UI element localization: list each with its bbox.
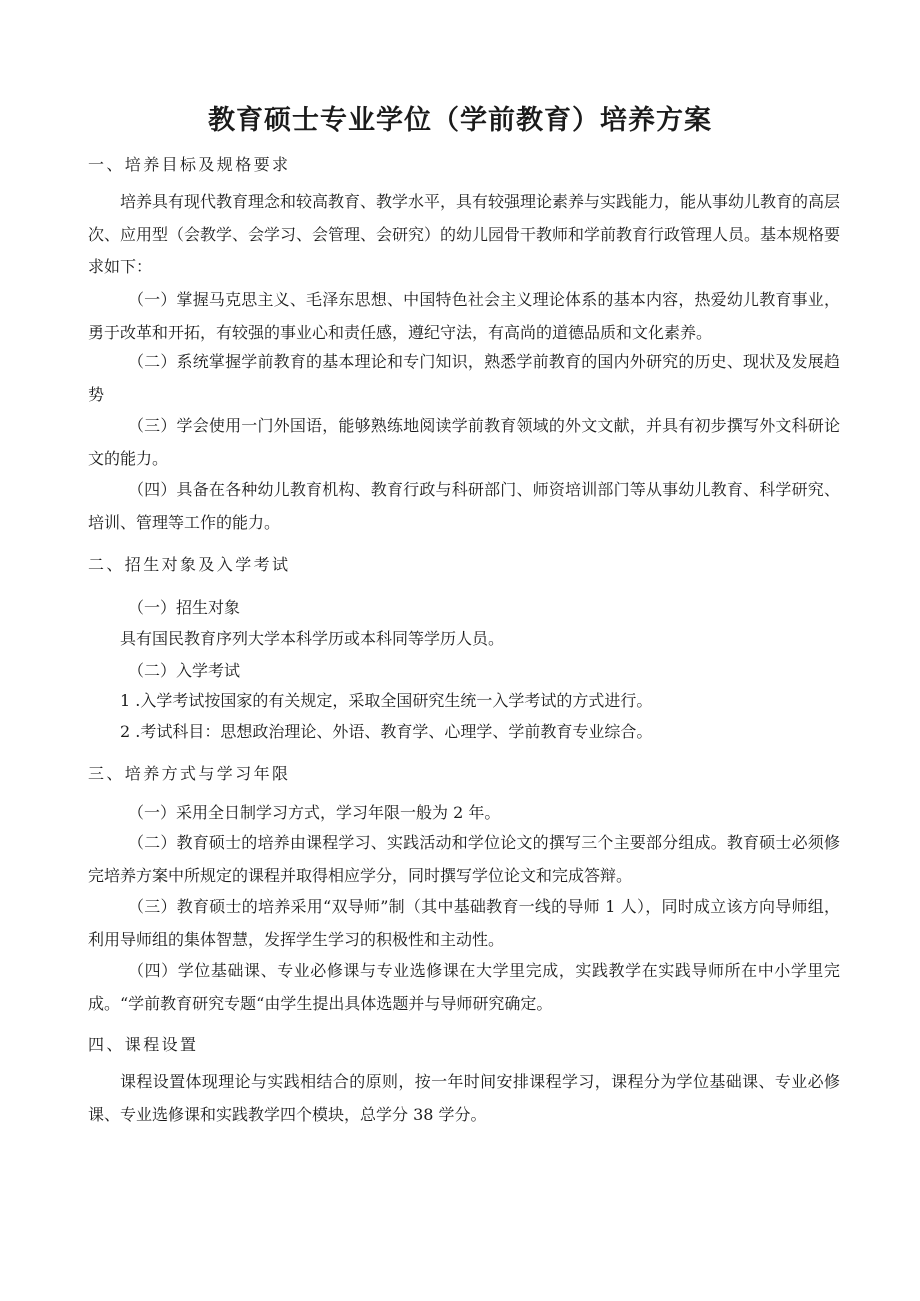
document-title: 教育硕士专业学位（学前教育）培养方案 <box>208 105 712 136</box>
section2-item-2: 2 .考试科目：思想政治理论、外语、教育学、心理学、学前教育专业综合。 <box>120 722 653 741</box>
section3-heading: 三、培养方式与学习年限 <box>88 764 291 783</box>
section1-heading: 一、培养目标及规格要求 <box>88 155 291 174</box>
section3-item-4: （四）学位基础课、专业必修课与专业选修课在大学里完成，实践教学在实践导师所在中小学里完成。“学前教育研究专题“由学生提出具体选题并与导师研究确定。 <box>88 961 840 1013</box>
section1-item-4: （四）具备在各种幼儿教育机构、教育行政与科研部门、师资培训部门等从事幼儿教育、科学研究、培训、管理等工作的能力。 <box>88 480 840 532</box>
section3-item-3: （三）教育硕士的培养采用“双导师”制（其中基础教育一线的导师 1 人），同时成立该方向导师组，利用导师组的集体智慧，发挥学生学习的积极性和主动性。 <box>88 897 840 949</box>
section2-sub1: （一）招生对象 <box>128 598 241 617</box>
section2-item-1: 1 .入学考试按国家的有关规定，采取全国研究生统一入学考试的方式进行。 <box>120 691 653 710</box>
section3-item-1: （一）采用全日制学习方式，学习年限一般为 2 年。 <box>128 803 501 822</box>
section4-heading: 四、课程设置 <box>88 1035 199 1054</box>
section1-intro: 培养具有现代教育理念和较高教育、教学水平，具有较强理论素养与实践能力，能从事幼儿教育的高层次、应用型（会教学、会学习、会管理、会研究）的幼儿园骨干教师和学前教育行政管理人员。基本规格要求如下： <box>88 192 841 276</box>
section2-sub1-text: 具有国民教育序列大学本科学历或本科同等学历人员。 <box>120 629 505 648</box>
section2-heading: 二、招生对象及入学考试 <box>88 555 291 574</box>
section3-item-2: （二）教育硕士的培养由课程学习、实践活动和学位论文的撰写三个主要部分组成。教育硕士必须修完培养方案中所规定的课程并取得相应学分，同时撰写学位论文和完成答辩。 <box>88 833 840 885</box>
section1-item-3: （三）学会使用一门外国语，能够熟练地阅读学前教育领域的外文文献，并具有初步撰写外文科研论文的能力。 <box>88 416 840 468</box>
section2-sub2: （二）入学考试 <box>128 661 241 680</box>
section1-item-2: （二）系统掌握学前教育的基本理论和专门知识，熟悉学前教育的国内外研究的历史、现状及发展趋势 <box>88 352 840 404</box>
section4-text: 课程设置体现理论与实践相结合的原则，按一年时间安排课程学习，课程分为学位基础课、专业必修课、专业选修课和实践教学四个模块，总学分 38 学分。 <box>88 1072 840 1124</box>
section1-item-1: （一）掌握马克思主义、毛泽东思想、中国特色社会主义理论体系的基本内容，热爱幼儿教育事业，勇于改革和开拓，有较强的事业心和责任感，遵纪守法，有高尚的道德品质和文化素养。 <box>88 290 840 342</box>
